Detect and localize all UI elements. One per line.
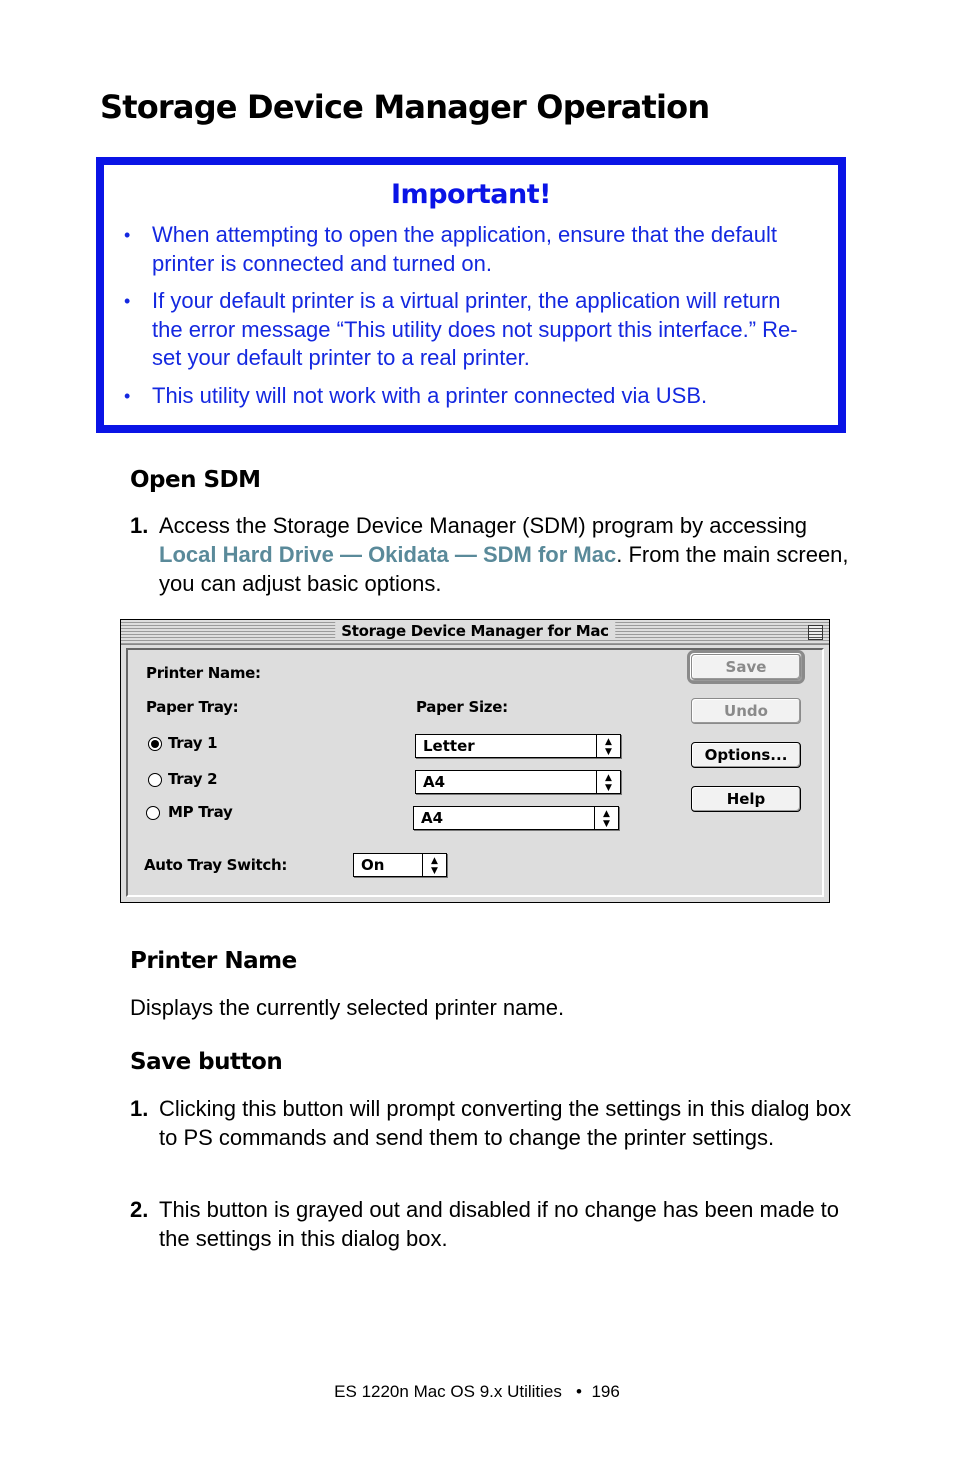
step-number: 1. <box>130 513 149 538</box>
printer-name-text: Displays the currently selected printer name. <box>130 995 565 1020</box>
important-item: • If your default printer is a virtual printer, the application will return the error message “This utility does not support this interface.” Re-set your default printer to a real printer. <box>124 288 798 370</box>
dialog-panel <box>126 648 824 897</box>
sdm-dialog <box>120 619 830 903</box>
printer-name-label: Printer Name: <box>146 664 261 682</box>
important-list <box>104 221 838 419</box>
popup-arrows-icon: ▲ ▼ <box>594 807 618 829</box>
bullet-icon: • <box>124 225 131 245</box>
dialog-title: Storage Device Manager for Mac <box>335 622 615 640</box>
open-sdm-step <box>130 511 860 598</box>
save-button[interactable]: Save <box>691 654 801 680</box>
popup-arrows-icon: ▲ ▼ <box>596 735 620 757</box>
important-box <box>96 157 846 433</box>
step-text: Access the Storage Device Manager (SDM) program by accessing Local Hard Drive — Okidata — SDM for Mac. From the main screen, you can adjust basic options. <box>159 513 849 596</box>
important-item: • This utility will not work with a printer connected via USB. <box>104 382 838 411</box>
radio-mp-tray[interactable] <box>146 806 160 820</box>
popup-arrows-icon: ▲ ▼ <box>422 854 446 876</box>
options-button[interactable]: Options... <box>691 742 801 768</box>
open-sdm-heading: Open SDM <box>130 467 261 493</box>
page-footer: ES 1220n Mac OS 9.x Utilities • 196 <box>334 1382 620 1401</box>
bullet-icon: • <box>124 291 131 311</box>
save-step-1: 1. Clicking this button will prompt converting the settings in this dialog box to PS commands and send them to change the printer settings. <box>130 1096 852 1150</box>
paper-size-popup-tray1[interactable]: Letter ▲ ▼ <box>415 734 621 758</box>
paper-size-popup-tray2[interactable]: A4 ▲ ▼ <box>415 770 621 794</box>
save-step-2: 2. This button is grayed out and disabled if no change has been made to the settings in this dialog box. <box>130 1197 840 1251</box>
auto-tray-switch-popup[interactable]: On ▲ ▼ <box>353 853 447 877</box>
paper-size-popup-mp-tray[interactable]: A4 ▲ ▼ <box>413 806 619 830</box>
windowshade-icon[interactable] <box>808 625 823 640</box>
bullet-icon: • <box>124 385 131 406</box>
important-item: • When attempting to open the application, ensure that the default printer is connected and turned on. <box>124 222 777 276</box>
radio-tray-2[interactable] <box>148 773 162 787</box>
tray-1-label[interactable]: Tray 1 <box>168 734 218 752</box>
tray-2-label[interactable]: Tray 2 <box>168 770 218 788</box>
printer-name-heading: Printer Name <box>130 948 297 974</box>
radio-tray-1[interactable] <box>148 737 162 751</box>
important-title: Important! <box>391 179 551 210</box>
path-link[interactable]: Local Hard Drive — Okidata — SDM for Mac <box>159 542 617 567</box>
save-button-heading: Save button <box>130 1049 283 1075</box>
mp-tray-label[interactable]: MP Tray <box>168 803 233 821</box>
dialog-titlebar[interactable] <box>121 620 829 645</box>
paper-size-label: Paper Size: <box>416 698 508 716</box>
undo-button[interactable]: Undo <box>691 698 801 724</box>
auto-tray-switch-label: Auto Tray Switch: <box>144 856 288 874</box>
popup-arrows-icon: ▲ ▼ <box>596 771 620 793</box>
paper-tray-label: Paper Tray: <box>146 698 239 716</box>
page-title: Storage Device Manager Operation <box>100 88 710 126</box>
help-button[interactable]: Help <box>691 786 801 812</box>
